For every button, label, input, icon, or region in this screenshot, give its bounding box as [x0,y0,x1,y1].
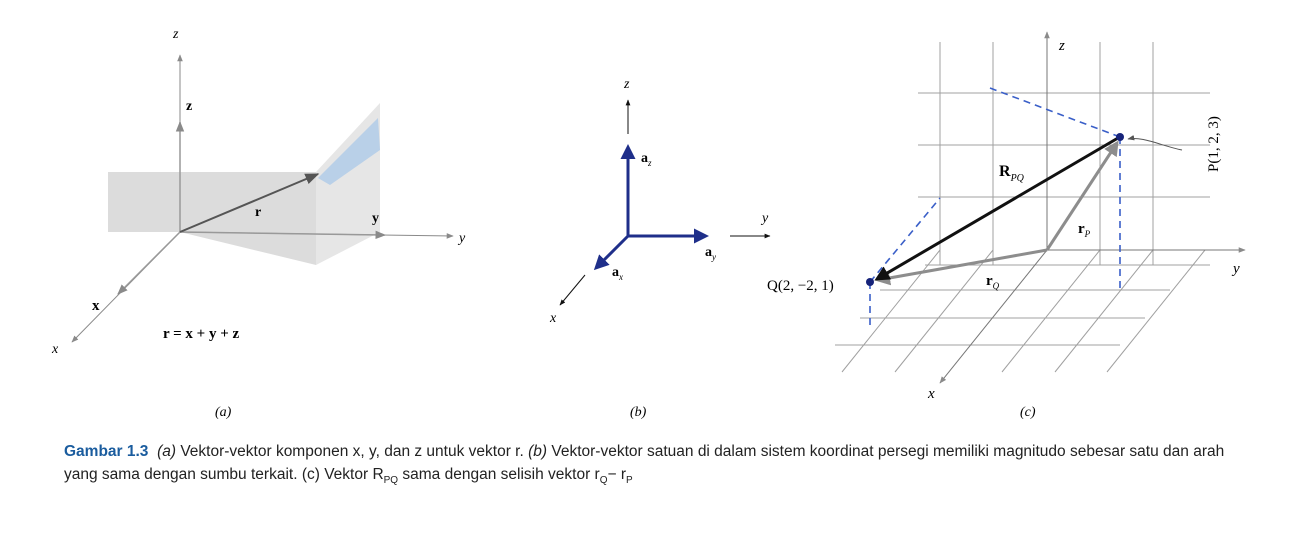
panel-c [767,32,1245,420]
axis-y-label-c: y [1233,261,1240,277]
point-p-callout [1128,138,1182,150]
vector-rp-label: $r_P$ [1078,221,1091,239]
caption-label: Gambar 1.3 [64,443,149,460]
vector-z-label: z [186,99,193,114]
caption-tag-b: (b) [528,443,548,460]
caption-tag-c: (c) [301,466,320,483]
axis-z-label-a: z [173,27,179,42]
vector-r-label: r [255,205,262,220]
grid-back-wall [918,42,1210,265]
axis-x-b [560,275,585,305]
caption-text-c3: − r [607,466,627,483]
axis-x-label-b: x [550,311,557,326]
panel-b [549,77,770,420]
grid-floor [835,250,1210,372]
caption-text-c2: sama dengan selisih vektor r [398,466,600,483]
axis-x-c [940,250,1047,383]
unit-vector-ay-label: $a_y$ [705,245,716,262]
panel-a [51,27,466,420]
caption-text-a: Vektor-vektor komponen x, y, dan z untuk vektor r. [176,443,529,460]
axis-x-label-a: x [52,342,59,357]
vector-rpq-label: $R_{PQ}$ [999,163,1024,184]
caption-text-c: Vektor R [319,466,384,483]
axis-z-label-b: z [624,77,630,92]
panel-label-b: (b) [630,405,647,420]
axis-x-label-c: x [928,386,935,402]
caption-sub-q: Q [599,475,608,487]
unit-vector-ax-label: $a_x$ [612,265,623,282]
point-q-marker [866,278,874,286]
axis-y-label-a: y [459,231,466,246]
caption-sub-p: P [626,475,633,487]
unit-vector-ax [596,236,628,268]
axis-y-label-b: y [762,211,769,226]
caption-text-b: Vektor-vektor satuan di dalam sistem koordinat persegi memiliki magnitudo sebesar satu dan arah yang sama dengan sumbu terkait. [64,443,1225,483]
dashed-projection-lines [870,88,1120,328]
vector-x-label: x [92,298,100,314]
caption-tag-a: (a) [157,443,177,460]
caption-sub-pq: PQ [383,475,399,487]
panel-label-a: (a) [215,405,232,420]
vector-y-label: y [372,211,379,226]
vector-rq-label: $r_Q$ [986,273,1000,291]
unit-vector-az-label: $a_z$ [641,151,652,168]
equation-r: r = x + y + z [163,326,240,342]
panel-label-c: (c) [1020,405,1036,420]
point-p-marker [1116,133,1124,141]
point-q-label: Q(2, −2, 1) [767,278,834,294]
vector-x-component [118,232,180,294]
point-p-label: P(1, 2, 3) [1206,116,1222,172]
axis-z-label-c: z [1059,38,1065,54]
figure-caption [64,440,1244,492]
